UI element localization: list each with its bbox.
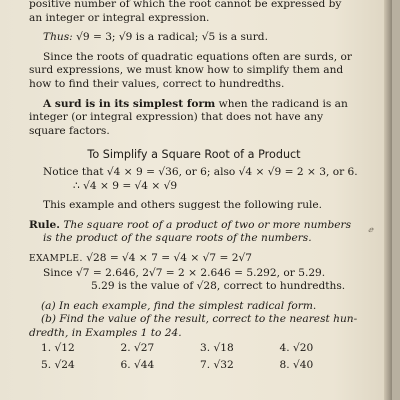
exercise-row-1 xyxy=(41,340,359,357)
exercise-3: 3. √18 xyxy=(200,342,234,355)
simplest-form-rest: when the radicand is an xyxy=(218,97,348,110)
surd-definition-line-1: positive number of which the root cannot be expressed by xyxy=(29,0,342,10)
thus-example: √9 = 3; √9 is a radical; √5 is a surd. xyxy=(76,31,268,44)
exercise-4: 4. √20 xyxy=(279,342,314,355)
exercise-8: 8. √40 xyxy=(279,359,314,372)
example-line-1 xyxy=(29,252,359,267)
page-edge xyxy=(384,0,392,400)
instruction-b-line-2: dredth, in Examples 1 to 24. xyxy=(29,326,182,339)
exercise-1: 1. √12 xyxy=(41,342,75,355)
simplest-form-bold: A surd is in its simplest form xyxy=(43,97,216,110)
surd-example-line xyxy=(29,31,359,45)
exercise-5: 5. √24 xyxy=(41,359,75,372)
exercise-6: 6. √44 xyxy=(120,359,155,372)
suggestion-line: This example and others suggest the following rule. xyxy=(43,199,323,212)
example-line-2: Since √7 = 2.646, 2√7 = 2 × 2.646 = 5.292, or 5.29. xyxy=(43,266,326,279)
example-label: EXAMPLE. xyxy=(29,253,83,264)
simplest-form-line-1 xyxy=(29,98,359,112)
example-text: √28 = √4 × 7 = √4 × √7 = 2√7 xyxy=(86,251,252,264)
section-heading: To Simplify a Square Root of a Product xyxy=(87,148,301,162)
exercise-row-2 xyxy=(41,357,359,374)
instruction-a: (a) In each example, find the simplest radical form. xyxy=(41,299,317,312)
simplest-form-line-2: integer (or integral expression) that does not have any xyxy=(29,111,324,124)
exercise-2: 2. √27 xyxy=(120,342,155,355)
simplest-form-line-3: square factors. xyxy=(29,124,110,137)
instruction-b-line-1: (b) Find the value of the result, correct to the nearest hun- xyxy=(41,313,358,326)
rule-line-2: is the product of the square roots of the numbers. xyxy=(43,232,312,245)
margin-pencil-mark: ⅇ xyxy=(368,225,374,234)
roots-paragraph-line-3: how to find their values, correct to hundredths. xyxy=(29,77,285,90)
example-line-3: 5.29 is the value of √28, correct to hundredths. xyxy=(91,280,346,293)
therefore-line: ∴ √4 × 9 = √4 × √9 xyxy=(73,179,178,192)
notice-line: Notice that √4 × 9 = √36, or 6; also √4 × √9 = 2 × 3, or 6. xyxy=(43,165,358,178)
page-content xyxy=(29,0,359,374)
thus-label: Thus: xyxy=(43,31,73,44)
surd-definition-line-2: an integer or integral expression. xyxy=(29,11,210,24)
exercise-7: 7. √32 xyxy=(200,359,234,372)
rule-label: Rule. xyxy=(29,218,60,231)
roots-paragraph-line-2: surd expressions, we must know how to simplify them and xyxy=(29,64,344,77)
roots-paragraph-line-1: Since the roots of quadratic equations often are surds, or xyxy=(43,50,352,63)
rule-text: The square root of a product of two or more numbers xyxy=(63,218,352,231)
rule-line-1 xyxy=(29,219,359,233)
